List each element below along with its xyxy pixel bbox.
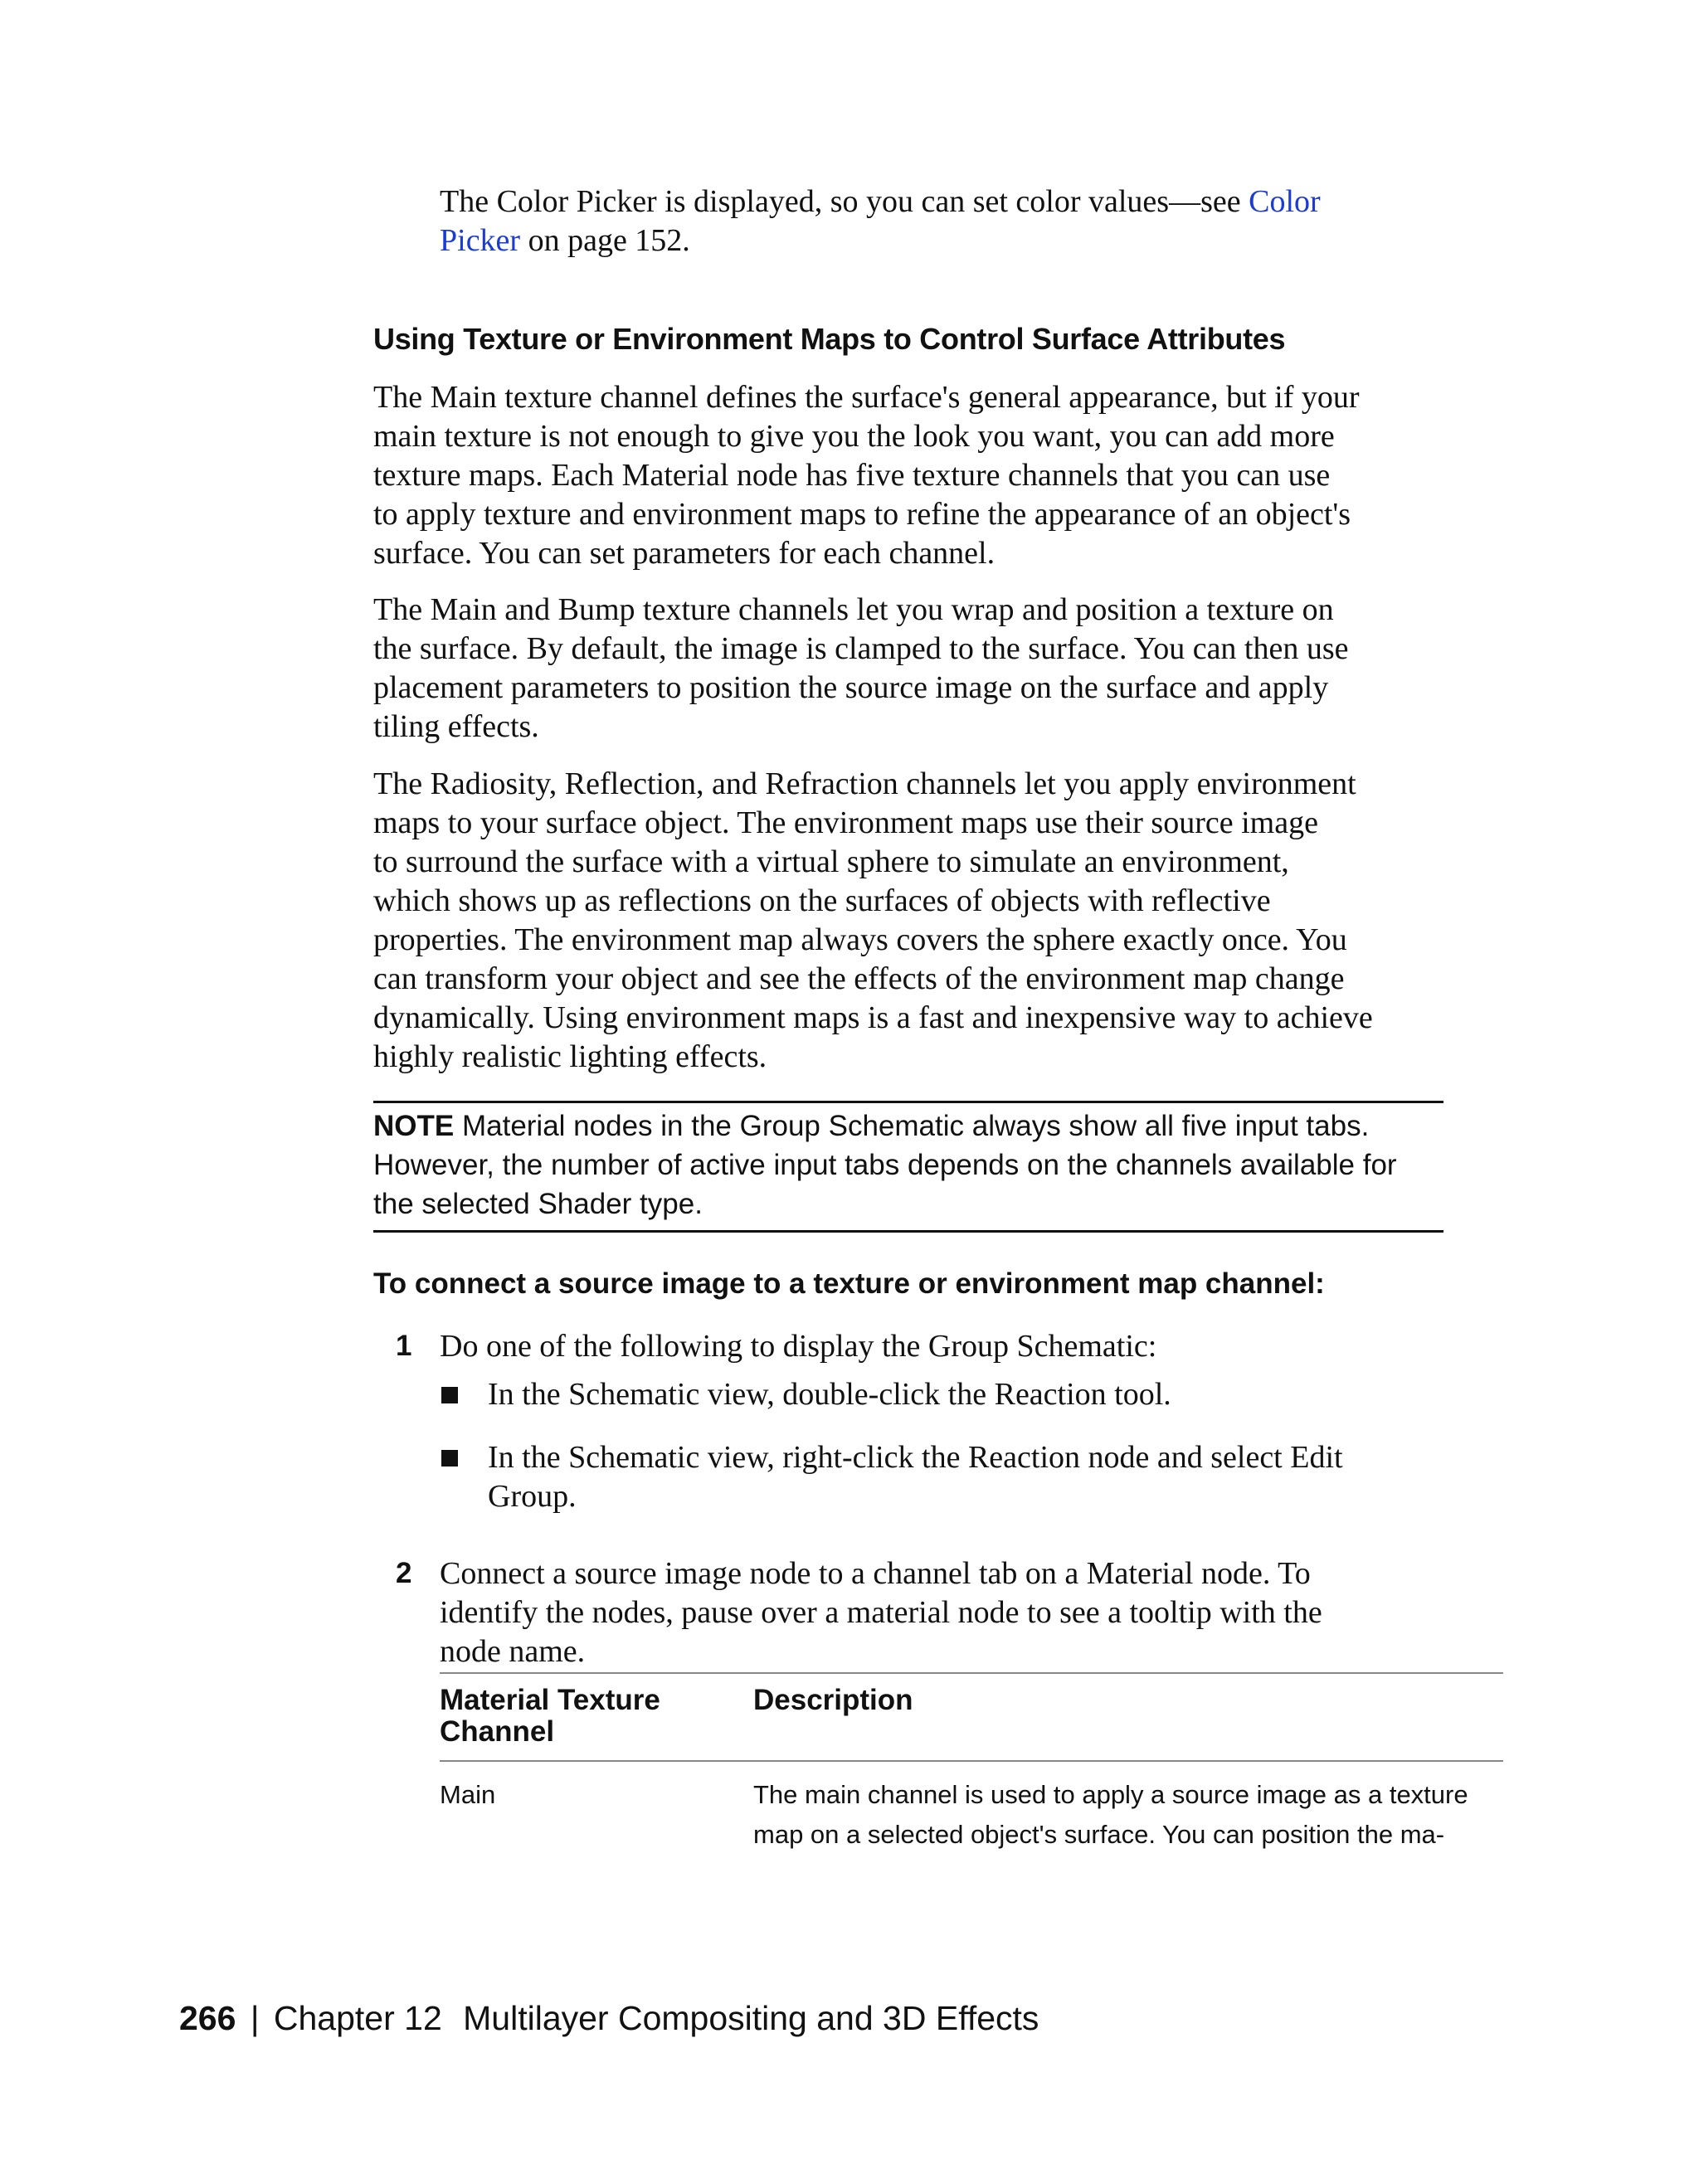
procedure-heading: To connect a source image to a texture or environment map channel: [373,1267,1325,1300]
table-top-rule [440,1672,1503,1674]
step-number: 2 [396,1557,412,1589]
step-number: 1 [396,1330,412,1362]
paragraph-line: to surround the surface with a virtual sphere to simulate an environment, [373,844,1289,879]
table-header-rule [440,1760,1503,1762]
paragraph-line: maps to your surface object. The environment maps use their source image [373,805,1318,840]
note-box [373,1107,1452,1223]
paragraph-line: can transform your object and see the effects of the environment map change [373,961,1345,996]
bullet-item [488,1375,1516,1414]
bullet-text: In the Schematic view, double-click the Reaction tool. [488,1377,1171,1412]
step-text: Do one of the following to display the Group Schematic: [440,1329,1157,1364]
note-bottom-rule [373,1230,1443,1233]
paragraph-line: The Radiosity, Reflection, and Refraction channels let you apply environment [373,766,1356,801]
table-header-channel [440,1685,660,1748]
paragraph-2 [373,591,1535,747]
note-top-rule [373,1101,1443,1103]
step-text [440,1554,1518,1671]
table-header-text: Channel [440,1715,555,1748]
page-number: 266 [179,1999,236,2037]
paragraph-line: The Main texture channel defines the surface's general appearance, but if your [373,380,1360,415]
bullet-square-icon [441,1387,458,1403]
page-footer [179,1999,1039,2038]
note-text-line: However, the number of active input tabs depends on the channels available for [373,1149,1397,1181]
footer-chapter: Chapter 12 [273,1999,442,2037]
step-line: Connect a source image node to a channel tab on a Material node. To [440,1556,1311,1591]
paragraph-line: texture maps. Each Material node has five texture channels that you can use [373,458,1331,493]
color-picker-link-continued[interactable]: Picker [440,223,521,258]
bullet-item [488,1438,1516,1516]
bullet-square-icon [441,1450,458,1467]
paragraph-line: main texture is not enough to give you the look you want, you can add more [373,419,1335,454]
note-text-line: the selected Shader type. [373,1188,703,1220]
paragraph-1 [373,378,1535,573]
paragraph-line: placement parameters to position the source image on the surface and apply [373,670,1329,705]
section-heading: Using Texture or Environment Maps to Control Surface Attributes [373,322,1286,356]
footer-separator: | [250,1999,260,2037]
paragraph-line: properties. The environment map always covers the sphere exactly once. You [373,922,1347,957]
table-cell-line: The main channel is used to apply a source image as a texture [753,1780,1468,1809]
paragraph-line: to apply texture and environment maps to refine the appearance of an object's [373,497,1351,532]
table-cell-channel: Main [440,1780,496,1809]
intro-paragraph [440,182,1518,260]
paragraph-line: surface. You can set parameters for each channel. [373,536,996,571]
table-header-text: Material Texture [440,1684,660,1716]
table-cell-line: map on a selected object's surface. You can position the ma- [753,1820,1445,1849]
step-line: node name. [440,1634,586,1669]
paragraph-3 [373,765,1535,1077]
bullet-text: Group. [488,1479,577,1514]
footer-chapter-title: Multilayer Compositing and 3D Effects [463,1999,1039,2037]
table-header-description: Description [753,1684,913,1716]
paragraph-line: which shows up as reflections on the surfaces of objects with reflective [373,883,1271,918]
paragraph-line: The Main and Bump texture channels let you wrap and position a texture on [373,592,1334,627]
bullet-text: In the Schematic view, right-click the Reaction node and select Edit [488,1440,1343,1475]
table-cell-description [753,1775,1500,1855]
intro-page-ref: on page 152. [520,223,690,258]
paragraph-line: highly realistic lighting effects. [373,1039,767,1074]
paragraph-line: dynamically. Using environment maps is a fast and inexpensive way to achieve [373,1000,1373,1035]
paragraph-line: tiling effects. [373,709,539,744]
color-picker-link[interactable]: Color [1249,184,1321,219]
intro-text: The Color Picker is displayed, so you can set color values—see [440,184,1249,219]
note-label: NOTE [373,1110,455,1142]
step-line: identify the nodes, pause over a material node to see a tooltip with the [440,1595,1322,1630]
paragraph-line: the surface. By default, the image is clamped to the surface. You can then use [373,631,1349,666]
note-text-line: Material nodes in the Group Schematic always show all five input tabs. [461,1110,1370,1142]
